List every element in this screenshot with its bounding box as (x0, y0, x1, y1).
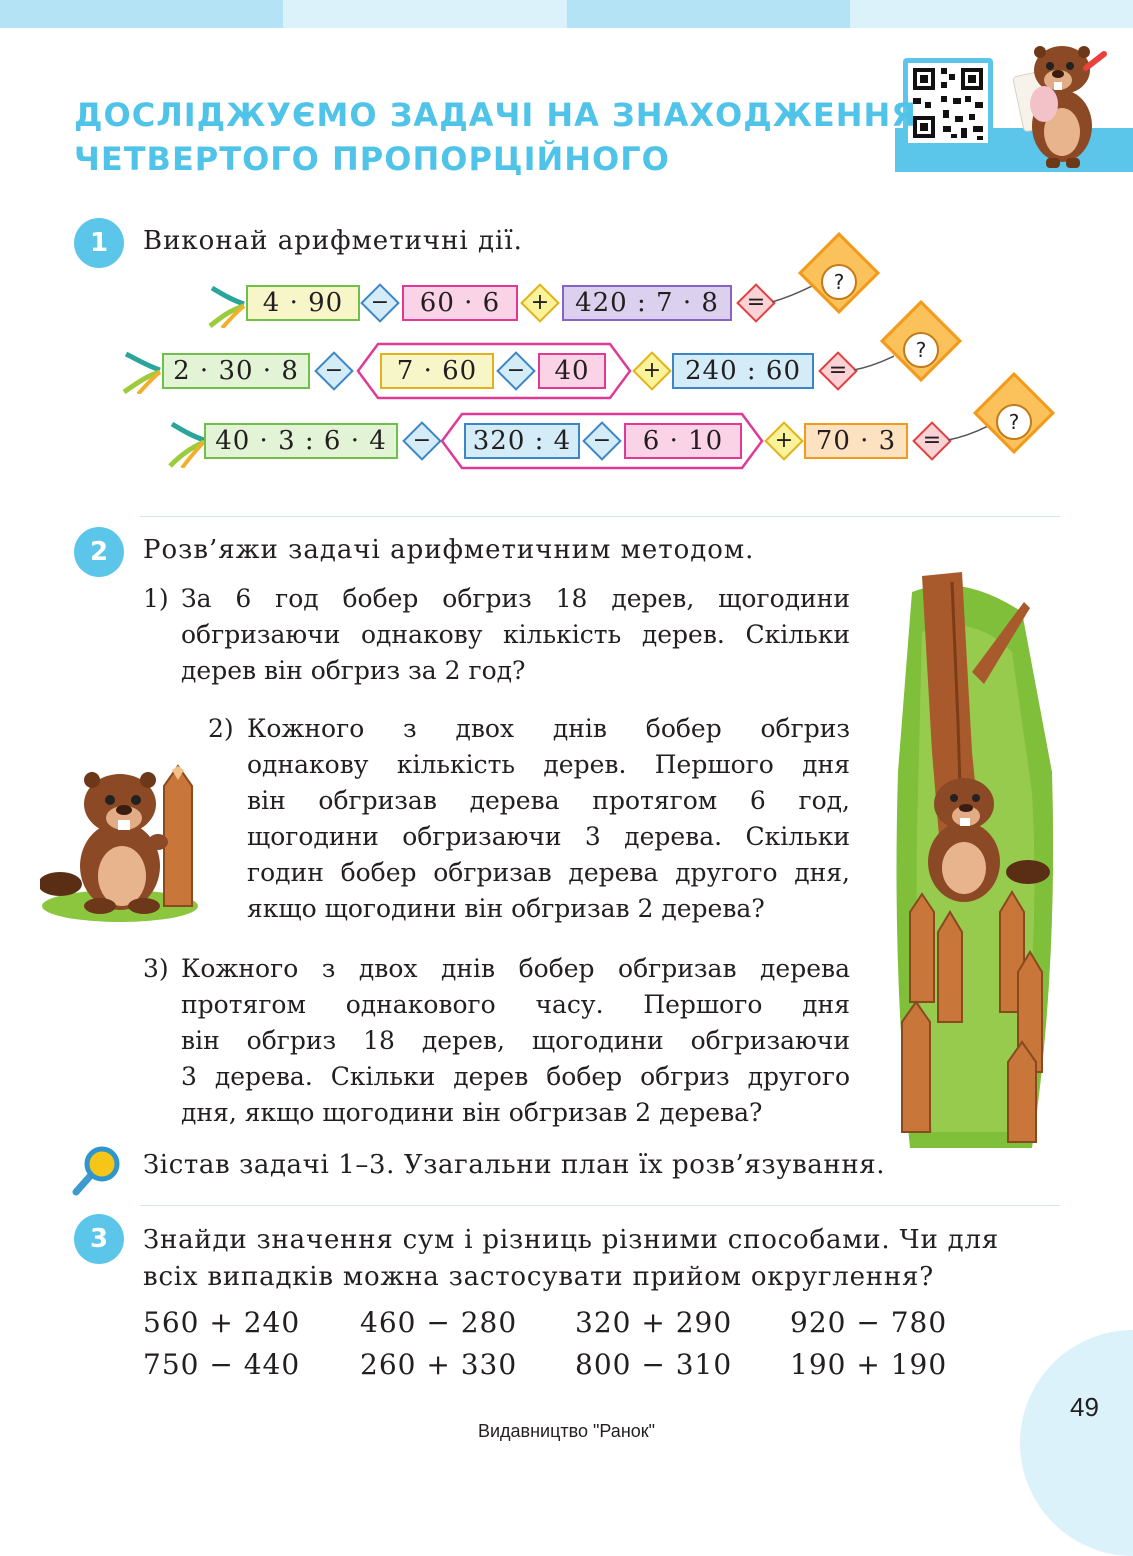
expr-box-2b: 7 · 60 (380, 353, 494, 389)
top-band-segment-2 (283, 0, 567, 28)
op-sign: − (324, 358, 344, 383)
expr-box-1b: 60 · 6 (402, 285, 518, 321)
task-2-instruction: Розв’яжи задачі арифметичним методом. (143, 535, 755, 565)
answer-kite-1[interactable]: ? (821, 264, 857, 300)
problem-2-line: однакову кількість дерев. Першого дня (247, 750, 850, 779)
expr-box-1a: 4 · 90 (246, 285, 360, 321)
problem-2-line: Кожного з двох днів бобер обгриз (247, 714, 850, 743)
publisher-footer: Видавництво "Ранок" (477, 1421, 656, 1441)
op-sign: = (922, 428, 942, 453)
beaver-illustration (40, 756, 206, 924)
expression: 190 + 190 (790, 1348, 948, 1381)
problem-2-line: якщо щогодини він обгризав 2 дерева? (247, 894, 765, 923)
expr-box-2a: 2 · 30 · 8 (162, 353, 310, 389)
op-sign: + (774, 428, 794, 453)
problem-3-line: 3 дерева. Скільки дерев бобер обгриз другого (181, 1062, 850, 1091)
expression: 460 − 280 (360, 1306, 518, 1339)
section-divider (140, 1205, 1060, 1206)
expression: 320 + 290 (575, 1306, 733, 1339)
kite-tail-icon (118, 350, 162, 394)
problem-1-line: обгризаючи однакову кількість дерев. Скільки (181, 620, 850, 649)
problem-3-line: протягом однакового часу. Першого дня (181, 990, 850, 1019)
expr-box-3d: 70 · 3 (804, 423, 908, 459)
expr-box-1c: 420 : 7 · 8 (562, 285, 732, 321)
expression: 750 − 440 (143, 1348, 301, 1381)
problem-1-line: За 6 год бобер обгриз 18 дерев, щогодини (181, 584, 850, 613)
answer-kite-3[interactable]: ? (996, 404, 1032, 440)
task-3-instruction-line: Знайди значення сум і різниць різними способами. Чи для (143, 1225, 999, 1255)
expression: 560 + 240 (143, 1306, 301, 1339)
problem-3-line: Кожного з двох днів бобер обгризав дерева (181, 954, 850, 983)
op-sign: + (530, 290, 550, 315)
task-3-badge: 3 (74, 1214, 124, 1264)
expression: 800 − 310 (575, 1348, 733, 1381)
op-sign: = (746, 290, 766, 315)
beaver-mascot (1000, 34, 1120, 170)
op-sign: + (642, 358, 662, 383)
task-3-instruction-line: всіх випадків можна застосувати прийом округлення? (143, 1262, 935, 1292)
task-1-instruction: Виконай арифметичні дії. (143, 226, 523, 256)
expr-box-3b: 320 : 4 (464, 423, 580, 459)
top-band-segment-4 (850, 0, 1133, 28)
problem-1-label: 1) (143, 584, 169, 613)
problem-3-line: він обгриз 18 дерев, щогодини обгризаючи (181, 1026, 850, 1055)
problem-1-line: дерев він обгриз за 2 год? (181, 656, 526, 685)
op-sign: − (412, 428, 432, 453)
op-sign: − (506, 358, 526, 383)
page-title-line-2: ЧЕТВЕРТОГО ПРОПОРЦІЙНОГО (74, 140, 670, 178)
expr-box-3c: 6 · 10 (624, 423, 742, 459)
section-divider (140, 516, 1060, 517)
expression: 260 + 330 (360, 1348, 518, 1381)
expr-box-3a: 40 · 3 : 6 · 4 (204, 423, 398, 459)
op-sign: − (370, 290, 390, 315)
problem-2-line: щогодини обгризаючи 3 дерева. Скільки (247, 822, 850, 851)
top-band-segment-3 (567, 0, 850, 28)
expr-box-2c: 40 (538, 353, 606, 389)
answer-kite-2[interactable]: ? (903, 332, 939, 368)
top-band-segment-1 (0, 0, 283, 28)
expr-box-2d: 240 : 60 (672, 353, 814, 389)
problem-2-line: годин бобер обгризав дерева другого дня, (247, 858, 850, 887)
kite-string (772, 284, 812, 304)
problem-2-line: він обгризав дерева протягом 6 год, (247, 786, 850, 815)
page-title-line-1: ДОСЛІДЖУЄМО ЗАДАЧІ НА ЗНАХОДЖЕННЯ (74, 96, 917, 134)
magnifier-icon (70, 1146, 124, 1198)
problem-3-line: дня, якщо щогодини він обгризав 2 дерева? (181, 1098, 763, 1127)
problem-2-label: 2) (208, 714, 234, 743)
kite-string (948, 424, 988, 444)
page-number: 49 (1070, 1392, 1099, 1422)
expression: 920 − 780 (790, 1306, 948, 1339)
task-2-badge: 2 (74, 527, 124, 577)
task-1-badge: 1 (74, 218, 124, 268)
kite-string (854, 354, 894, 374)
forest-beaver-illustration (892, 572, 1062, 1152)
op-sign: − (592, 428, 612, 453)
problem-3-label: 3) (143, 954, 169, 983)
kite-tail-icon (204, 284, 246, 328)
page-corner-decoration (1020, 1330, 1133, 1556)
op-sign: = (828, 358, 848, 383)
kite-tail-icon (164, 420, 206, 468)
compare-tasks-text: Зістав задачі 1–3. Узагальни план їх розв’язування. (143, 1150, 886, 1180)
